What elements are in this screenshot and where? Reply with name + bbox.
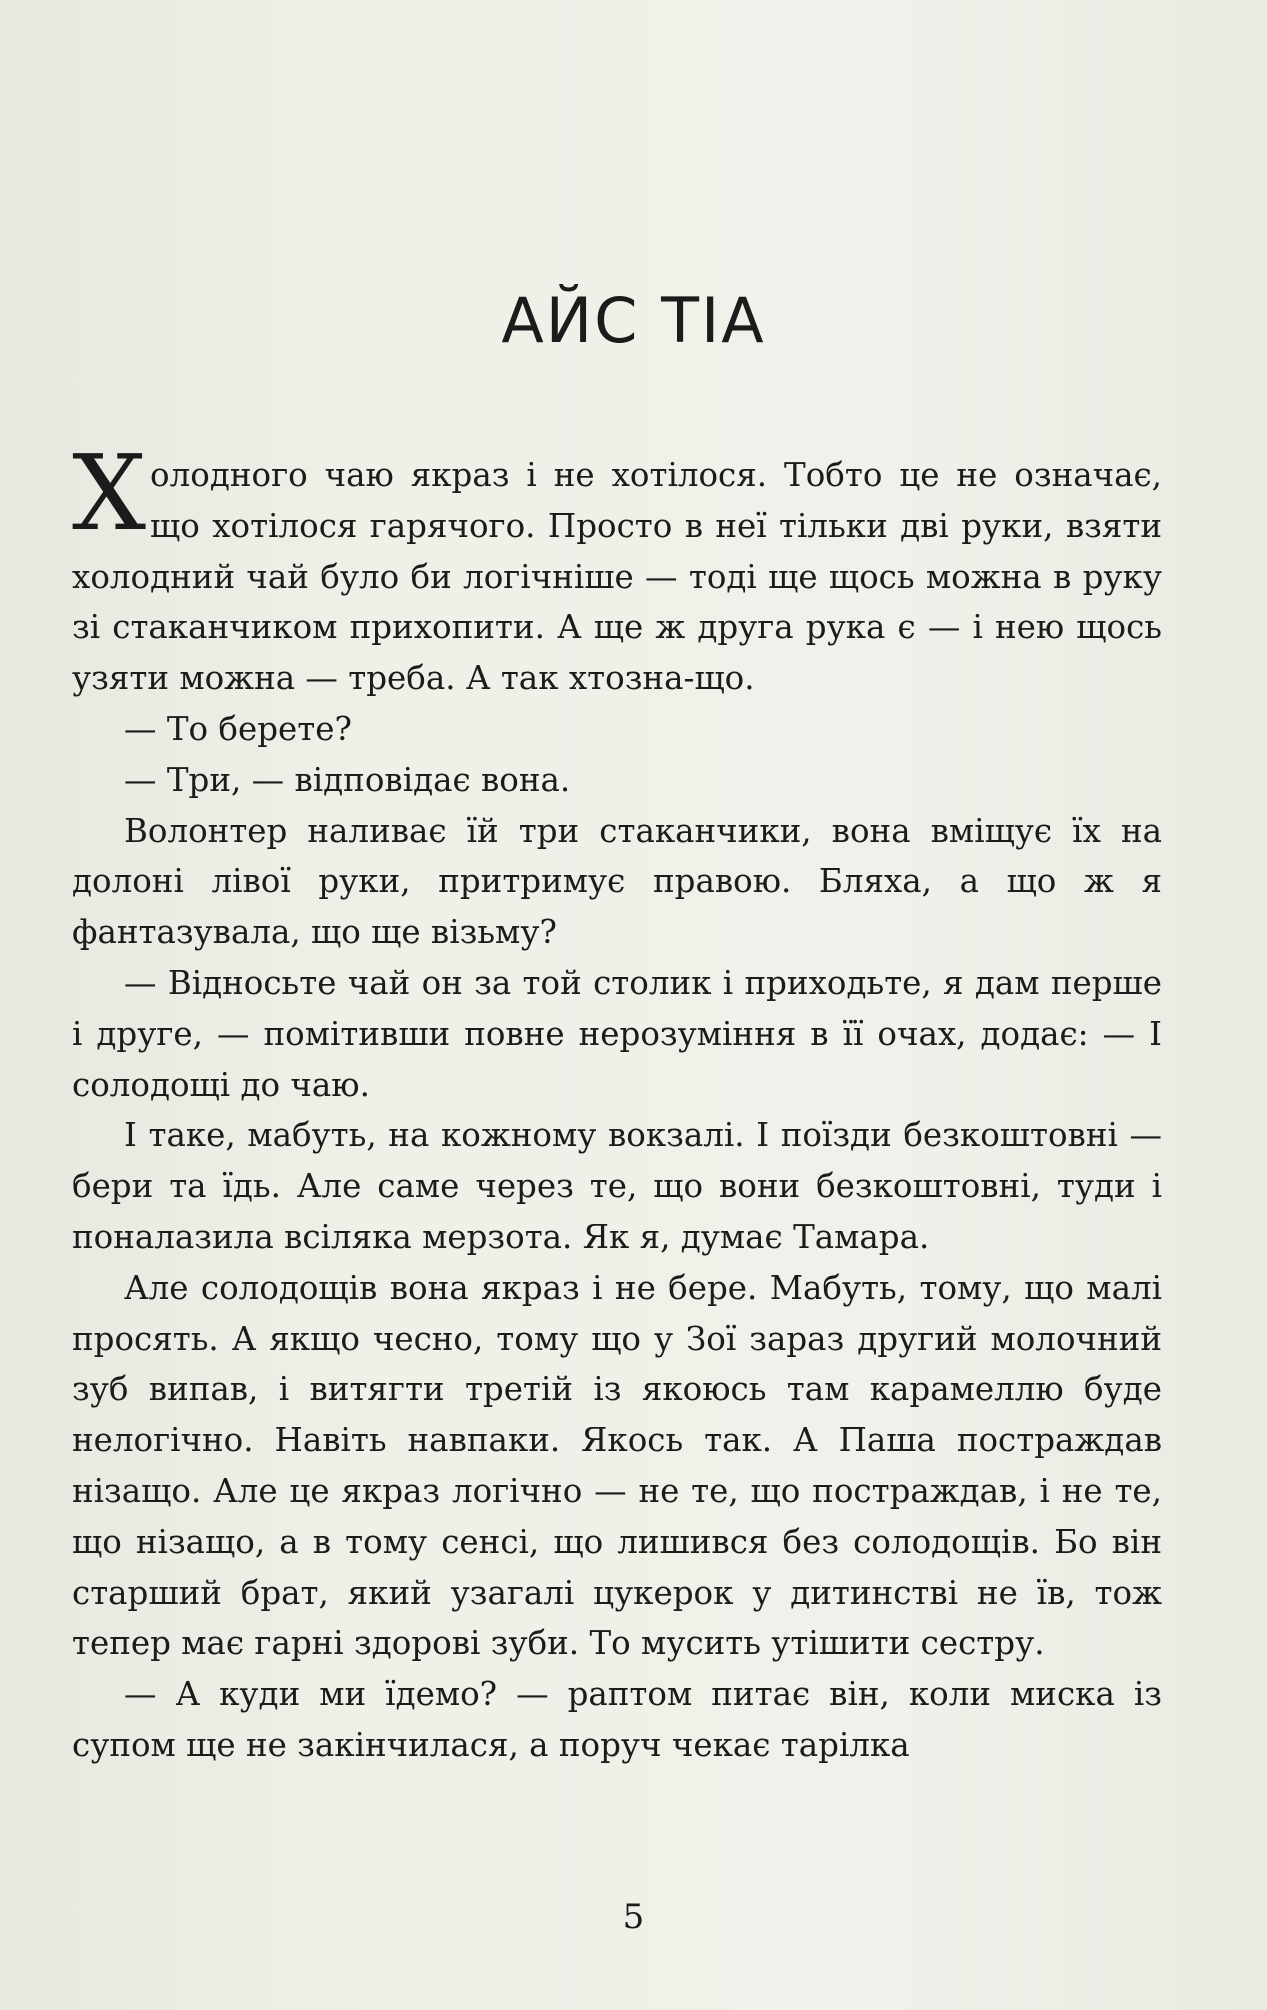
paragraph-3: — Три, — відповідає вона. [124, 760, 571, 799]
page-number: 5 [622, 1897, 645, 1937]
paragraph-text: олодного чаю якраз і не хотілося. Тобто це не означає, що хотілося гарячого. Просто в неї тільки дві руки, взяти холодний чай було би логічніше — тоді ще щось можна в руку зі стаканчиком прихопити. А ще ж друга рука є — і нею щось узяти можна — треба. А так хтозна-що. [72, 456, 1162, 698]
paragraph-1 [72, 432, 1162, 704]
drop-cap: Х [72, 432, 147, 554]
paragraph-6: І таке, мабуть, на кожному вокзалі. І поїзди безкоштовні — бери та їдь. Але саме через те, що вони безкоштовні, туди і поналазила всіляка мерзота. Як я, думає Тамара. [72, 1116, 1162, 1256]
paragraph-2: — То берете? [124, 709, 352, 748]
chapter-title: АЙС ТІА [501, 284, 766, 357]
paragraph-5: — Відносьте чай он за той столик і приходьте, я дам перше і друге, — помітивши повне нерозуміння в її очах, додає: — І солодощі до чаю. [72, 963, 1162, 1104]
paragraph-8: — А куди ми їдемо? — раптом питає він, коли миска із супом ще не закінчилася, а поруч чекає тарілка [72, 1675, 1162, 1764]
paragraph-7: Але солодощів вона якраз і не бере. Мабуть, тому, що малі просять. А якщо чесно, тому що у Зої зараз другий молочний зуб випав, і витягти третій із якоюсь там карамеллю буде нелогічно. Навіть навпаки. Якось так. А Паша постраждав нізащо. Але це якраз логічно — не те, що постраждав, і не те, що нізащо, а в тому сенсі, що лишився без солодощів. Бо він старший брат, який узагалі цукерок у дитинстві не їв, тож тепер має гарні здорові зуби. То мусить утішити сестру. [72, 1268, 1162, 1663]
body-text [72, 432, 1162, 1771]
paragraph-4: Волонтер наливає їй три стаканчики, вона вміщує їх на долоні лівої руки, притримує правою. Бляха, а що ж я фантазувала, що ще візьму? [72, 811, 1162, 952]
